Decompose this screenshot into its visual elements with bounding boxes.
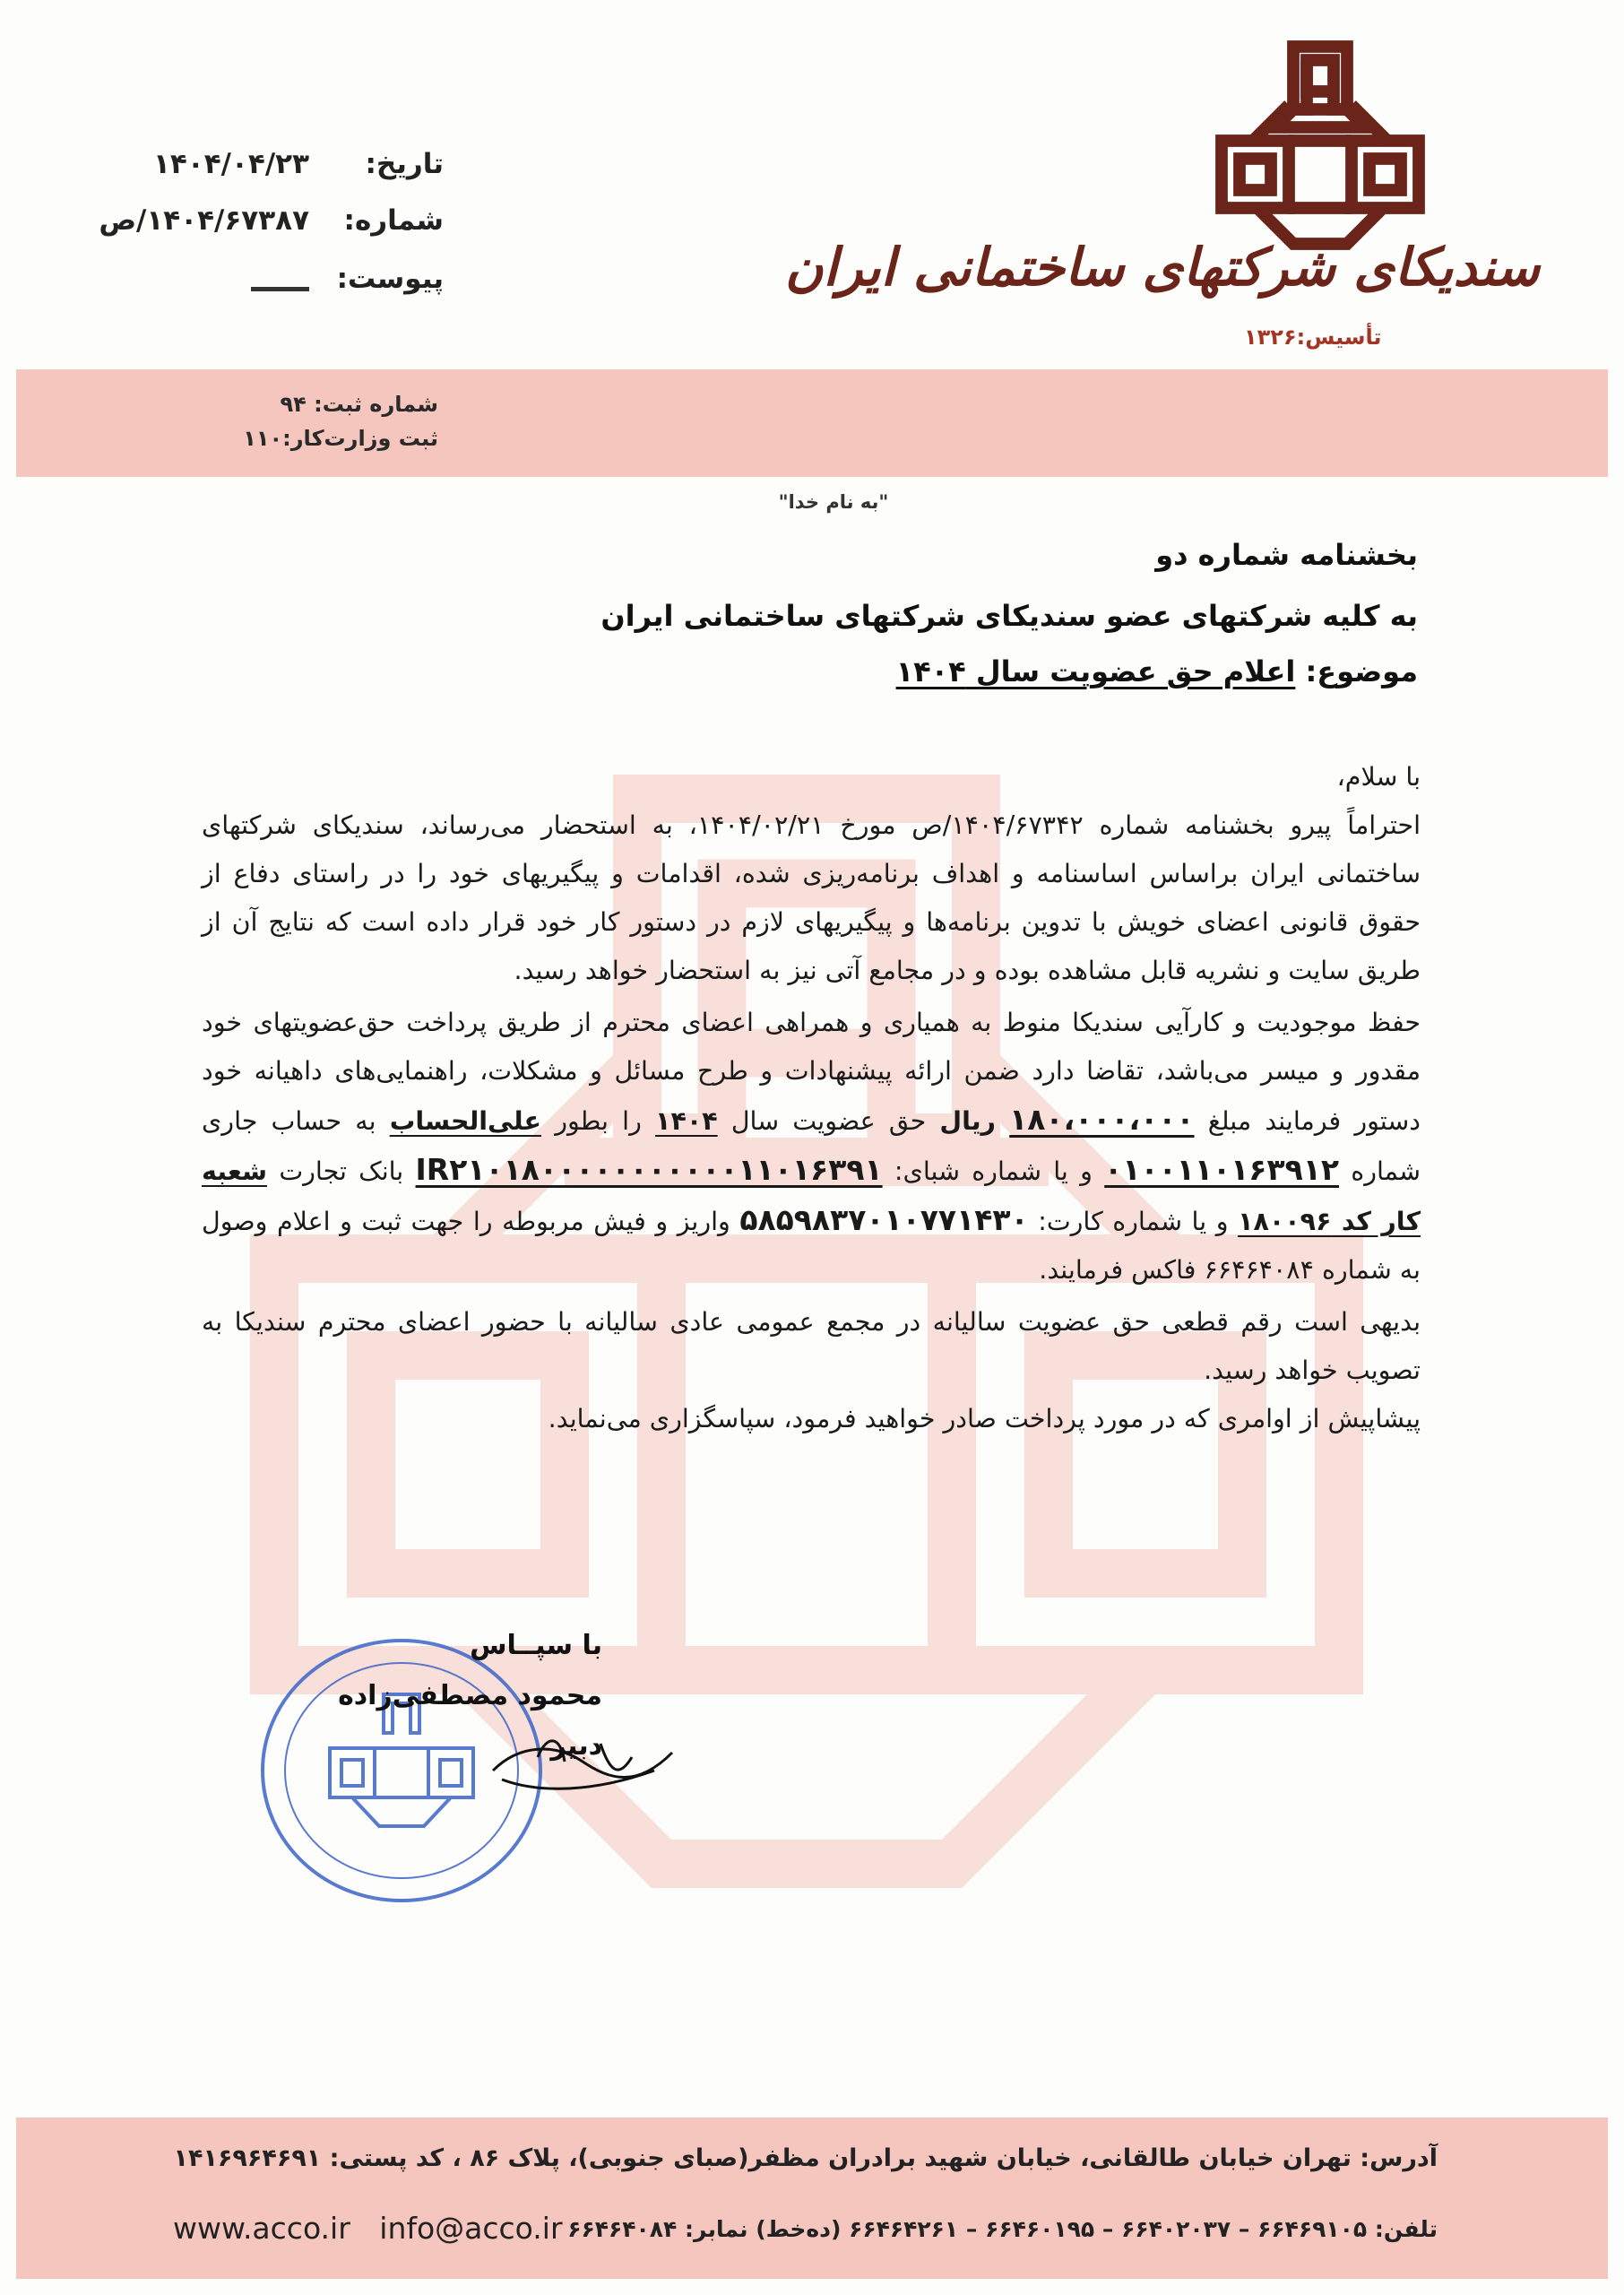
- website-link[interactable]: www.acco.ir: [173, 2211, 350, 2246]
- p2-part-e: و یا شماره شبای:: [894, 1156, 1093, 1186]
- amount: ۱۸۰،۰۰۰،۰۰۰: [1009, 1102, 1195, 1137]
- p2-part-d: به حساب جاری شماره: [202, 1106, 1421, 1186]
- account-number: ۰۱۰۰۱۱۰۱۶۳۹۱۲: [1104, 1152, 1340, 1187]
- card-number: ۵۸۵۹۸۳۷۰۱۰۷۷۱۴۳۰: [739, 1202, 1029, 1237]
- circular-title: بخشنامه شماره دو: [1155, 538, 1418, 572]
- p2-part-c: را بطور: [555, 1106, 642, 1136]
- signature-block: [338, 1621, 602, 1771]
- signer-title: دبیر: [550, 1730, 602, 1762]
- p2-part-f: بانک تجارت: [279, 1156, 404, 1186]
- number-label: شماره:: [343, 204, 444, 237]
- letter-body: [202, 753, 1421, 1443]
- organization-name: سندیکای شرکتهای ساختمانی ایران: [784, 237, 1540, 298]
- currency: ریال: [939, 1106, 996, 1136]
- signer-name: محمود مصطفی‌زاده: [338, 1680, 602, 1711]
- bank-branch: شعبه کار کد ۱۸۰۰۹۶: [202, 1156, 1421, 1236]
- letterhead-logo: [784, 38, 1540, 369]
- header-band: [16, 369, 1608, 477]
- p2-part-a: حفظ موجودیت و کارآیی سندیکا منوط به همیاری و همراهی اعضای محترم از طریق پرداخت حق‌عضویتهای خود مقدور و میسر می‌باشد، تقاضا دارد ضمن ارائه پیشنهادات و طرح مسائل و مشکلات، راهنمایی‌های داهیانه خود دستور فرمایند مبلغ: [202, 1008, 1421, 1136]
- p2-part-g: و یا شماره کارت:: [1038, 1207, 1229, 1236]
- date-label: تاریخ:: [365, 148, 444, 180]
- subject-value: اعلام حق عضویت سال ۱۴۰۴: [895, 654, 1296, 688]
- paragraph-2: [202, 999, 1421, 1295]
- p2-part-h: واریز و فیش مربوطه را جهت ثبت و اعلام وصول به شماره ۶۶۴۶۴۰۸۴ فاکس فرمایند.: [202, 1207, 1421, 1285]
- registration-number: شماره ثبت: ۹۴: [280, 392, 438, 417]
- footer-band: [16, 2117, 1608, 2279]
- attachment-label: پیوست:: [336, 263, 444, 295]
- recipient-line: به کلیه شرکتهای عضو سندیکای شرکتهای ساختمانی ایران: [600, 599, 1418, 633]
- footer-address: آدرس: تهران خیابان طالقانی، خیابان شهید برادران مظفر(صبای جنوبی)، پلاک ۸۶ ، کد پستی: ۱۴۱۶۹۶۴۶۹۱: [173, 2144, 1438, 2172]
- attachment-dash: [251, 287, 309, 291]
- paragraph-4: پیشاپیش از اوامری که در مورد پرداخت صادر خواهید فرمود، سپاسگزاری می‌نماید.: [548, 1404, 1421, 1433]
- founded-year: تأسیس:۱۳۲۶: [1244, 325, 1382, 350]
- paragraph-3: بدیهی است رقم قطعی حق عضویت سالیانه در مجمع عمومی عادی سالیانه با حضور اعضای محترم سندیکا به تصویب خواهد رسید.: [202, 1307, 1421, 1385]
- sheba-number: IR۲۱۰۱۸۰۰۰۰۰۰۰۰۰۰۰۱۱۰۱۶۳۹۱: [415, 1152, 883, 1187]
- subject-line: [896, 654, 1418, 688]
- email-link[interactable]: info@acco.ir: [379, 2211, 563, 2246]
- paragraph-1: احتراماً پیرو بخشنامه شماره ۱۴۰۴/۶۷۳۴۲/ص مورخ ۱۴۰۴/۰۲/۲۱، به استحضار می‌رساند، سندیکای شرکتهای ساختمانی ایران براساس اساسنامه و اهداف برنامه‌ریزی شده، اقدامات و پیگیریهای خود را در راستای دفاع از حقوق قانونی اعضای خویش با تدوین برنامه‌ها و پیگیریهای لازم در دستور کار خود قرار داده است که نتایج آن از طریق سایت و نشریه قابل مشاهده بوده و در مجامع آتی نیز به استحضار خواهد رسید.: [202, 810, 1421, 985]
- number-value: ۱۴۰۴/۶۷۳۸۷/ص: [99, 204, 309, 237]
- registration-info: [243, 387, 438, 455]
- footer-phones: تلفن: ۶۶۴۶۹۱۰۵ – ۶۶۴۰۲۰۳۷ – ۶۶۴۶۰۱۹۵ – ۶۶۴۶۴۲۶۱ (ده‌خط) نمابر: ۶۶۴۶۴۰۸۴: [567, 2216, 1438, 2242]
- date-value: ۱۴۰۴/۰۴/۲۳: [152, 148, 309, 180]
- greeting: با سلام،: [1336, 762, 1421, 792]
- ministry-registration: ثبت وزارت‌کار:۱۱۰: [243, 426, 438, 451]
- footer-contact: [173, 2211, 563, 2246]
- closing: با سپــاس: [470, 1630, 602, 1661]
- membership-year: ۱۴۰۴: [655, 1106, 718, 1136]
- organization-logo-mark: [1208, 38, 1432, 262]
- alal-hesab: علی‌الحساب: [389, 1106, 541, 1136]
- subject-label: موضوع:: [1305, 654, 1418, 688]
- bismillah: "به نام خدا": [778, 491, 889, 513]
- p2-part-b: حق عضویت سال: [730, 1106, 927, 1136]
